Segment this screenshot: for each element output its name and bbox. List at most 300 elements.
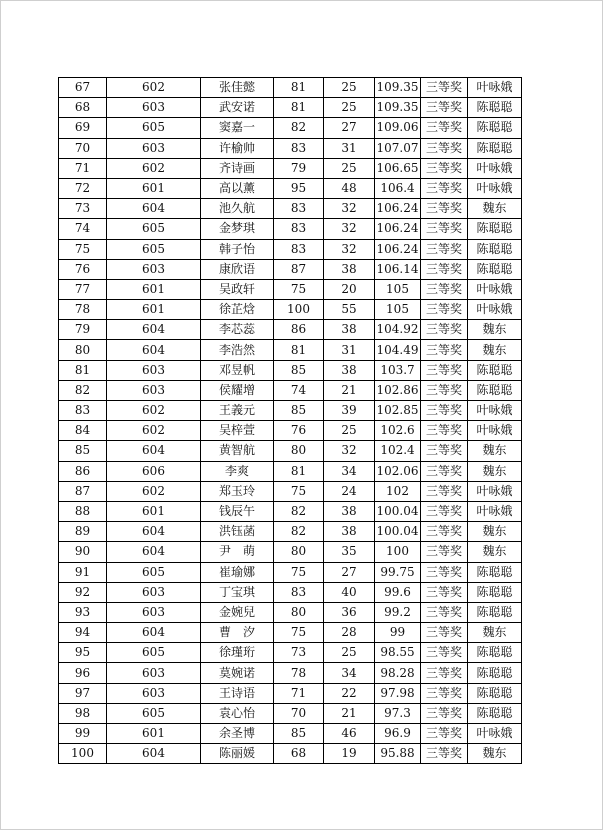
- rank-cell: 82: [59, 380, 107, 400]
- name-cell: 丁宝琪: [201, 582, 274, 602]
- award-cell: 三等奖: [421, 360, 468, 380]
- award-cell: 三等奖: [421, 320, 468, 340]
- total-cell: 104.92: [375, 320, 421, 340]
- rank-cell: 81: [59, 360, 107, 380]
- name-cell: 吴政轩: [201, 279, 274, 299]
- class-cell: 605: [107, 219, 201, 239]
- total-cell: 106.24: [375, 239, 421, 259]
- rank-cell: 79: [59, 320, 107, 340]
- award-cell: 三等奖: [421, 703, 468, 723]
- name-cell: 金婉兒: [201, 602, 274, 622]
- rank-cell: 87: [59, 481, 107, 501]
- award-cell: 三等奖: [421, 78, 468, 98]
- score-b-cell: 39: [324, 401, 375, 421]
- total-cell: 97.3: [375, 703, 421, 723]
- total-cell: 106.24: [375, 199, 421, 219]
- table-row: [59, 401, 522, 421]
- class-cell: 604: [107, 623, 201, 643]
- score-b-cell: 31: [324, 138, 375, 158]
- score-b-cell: 36: [324, 602, 375, 622]
- teacher-cell: 陈聪聪: [468, 562, 522, 582]
- teacher-cell: 陈聪聪: [468, 663, 522, 683]
- score-a-cell: 82: [274, 501, 324, 521]
- name-cell: 余圣博: [201, 724, 274, 744]
- score-b-cell: 25: [324, 421, 375, 441]
- score-a-cell: 75: [274, 279, 324, 299]
- award-cell: 三等奖: [421, 199, 468, 219]
- teacher-cell: 陈聪聪: [468, 582, 522, 602]
- score-b-cell: 32: [324, 239, 375, 259]
- score-b-cell: 25: [324, 78, 375, 98]
- class-cell: 604: [107, 542, 201, 562]
- teacher-cell: 陈聪聪: [468, 259, 522, 279]
- score-b-cell: 38: [324, 501, 375, 521]
- rank-cell: 75: [59, 239, 107, 259]
- rank-cell: 100: [59, 744, 107, 764]
- class-cell: 604: [107, 320, 201, 340]
- class-cell: 603: [107, 380, 201, 400]
- table-row: [59, 683, 522, 703]
- total-cell: 100.04: [375, 522, 421, 542]
- class-cell: 604: [107, 522, 201, 542]
- table-row: [59, 239, 522, 259]
- score-b-cell: 35: [324, 542, 375, 562]
- score-b-cell: 25: [324, 98, 375, 118]
- name-cell: 李爽: [201, 461, 274, 481]
- score-b-cell: 22: [324, 683, 375, 703]
- score-b-cell: 32: [324, 219, 375, 239]
- name-cell: 许榆帅: [201, 138, 274, 158]
- total-cell: 106.4: [375, 178, 421, 198]
- name-cell: 袁心怡: [201, 703, 274, 723]
- rank-cell: 94: [59, 623, 107, 643]
- name-cell: 李芯蕊: [201, 320, 274, 340]
- name-cell: 康欣语: [201, 259, 274, 279]
- teacher-cell: 叶咏娥: [468, 178, 522, 198]
- table-row: [59, 279, 522, 299]
- name-cell: 黄智航: [201, 441, 274, 461]
- score-a-cell: 80: [274, 542, 324, 562]
- award-cell: 三等奖: [421, 178, 468, 198]
- rank-cell: 71: [59, 158, 107, 178]
- award-cell: 三等奖: [421, 401, 468, 421]
- score-a-cell: 74: [274, 380, 324, 400]
- score-a-cell: 81: [274, 98, 324, 118]
- class-cell: 604: [107, 441, 201, 461]
- teacher-cell: 魏东: [468, 340, 522, 360]
- class-cell: 602: [107, 481, 201, 501]
- award-cell: 三等奖: [421, 623, 468, 643]
- rank-cell: 72: [59, 178, 107, 198]
- total-cell: 102.06: [375, 461, 421, 481]
- score-a-cell: 81: [274, 340, 324, 360]
- rank-cell: 78: [59, 300, 107, 320]
- score-a-cell: 95: [274, 178, 324, 198]
- class-cell: 603: [107, 683, 201, 703]
- teacher-cell: 魏东: [468, 199, 522, 219]
- name-cell: 洪钰菡: [201, 522, 274, 542]
- award-cell: 三等奖: [421, 98, 468, 118]
- teacher-cell: 魏东: [468, 441, 522, 461]
- rank-cell: 68: [59, 98, 107, 118]
- name-cell: 曹 汐: [201, 623, 274, 643]
- table-row: [59, 259, 522, 279]
- rank-cell: 69: [59, 118, 107, 138]
- total-cell: 100.04: [375, 501, 421, 521]
- teacher-cell: 魏东: [468, 542, 522, 562]
- rank-cell: 77: [59, 279, 107, 299]
- total-cell: 100: [375, 542, 421, 562]
- teacher-cell: 陈聪聪: [468, 380, 522, 400]
- total-cell: 109.35: [375, 98, 421, 118]
- rank-cell: 88: [59, 501, 107, 521]
- name-cell: 莫婉诺: [201, 663, 274, 683]
- table-row: [59, 441, 522, 461]
- teacher-cell: 叶咏娥: [468, 724, 522, 744]
- score-b-cell: 21: [324, 380, 375, 400]
- table-row: [59, 300, 522, 320]
- table-row: [59, 421, 522, 441]
- score-b-cell: 27: [324, 118, 375, 138]
- class-cell: 605: [107, 643, 201, 663]
- score-a-cell: 82: [274, 118, 324, 138]
- table-row: [59, 178, 522, 198]
- name-cell: 高以薰: [201, 178, 274, 198]
- total-cell: 102.6: [375, 421, 421, 441]
- rank-cell: 95: [59, 643, 107, 663]
- award-cell: 三等奖: [421, 562, 468, 582]
- name-cell: 韩子怡: [201, 239, 274, 259]
- name-cell: 郑玉玲: [201, 481, 274, 501]
- teacher-cell: 魏东: [468, 623, 522, 643]
- name-cell: 窦嘉一: [201, 118, 274, 138]
- award-cell: 三等奖: [421, 522, 468, 542]
- class-cell: 604: [107, 340, 201, 360]
- class-cell: 605: [107, 239, 201, 259]
- class-cell: 604: [107, 199, 201, 219]
- score-b-cell: 19: [324, 744, 375, 764]
- teacher-cell: 叶咏娥: [468, 300, 522, 320]
- table-row: [59, 461, 522, 481]
- score-b-cell: 40: [324, 582, 375, 602]
- score-b-cell: 25: [324, 643, 375, 663]
- table-row: [59, 98, 522, 118]
- score-b-cell: 21: [324, 703, 375, 723]
- class-cell: 601: [107, 178, 201, 198]
- score-b-cell: 38: [324, 522, 375, 542]
- total-cell: 97.98: [375, 683, 421, 703]
- award-cell: 三等奖: [421, 542, 468, 562]
- teacher-cell: 叶咏娥: [468, 421, 522, 441]
- teacher-cell: 陈聪聪: [468, 138, 522, 158]
- rank-cell: 92: [59, 582, 107, 602]
- score-b-cell: 38: [324, 360, 375, 380]
- class-cell: 603: [107, 98, 201, 118]
- rank-cell: 93: [59, 602, 107, 622]
- table-row: [59, 562, 522, 582]
- teacher-cell: 叶咏娥: [468, 501, 522, 521]
- table-row: [59, 623, 522, 643]
- rank-cell: 90: [59, 542, 107, 562]
- table-row: [59, 542, 522, 562]
- class-cell: 602: [107, 78, 201, 98]
- score-a-cell: 81: [274, 78, 324, 98]
- teacher-cell: 陈聪聪: [468, 239, 522, 259]
- total-cell: 106.14: [375, 259, 421, 279]
- teacher-cell: 陈聪聪: [468, 118, 522, 138]
- score-a-cell: 80: [274, 602, 324, 622]
- table-row: [59, 744, 522, 764]
- total-cell: 106.24: [375, 219, 421, 239]
- class-cell: 606: [107, 461, 201, 481]
- total-cell: 99: [375, 623, 421, 643]
- name-cell: 王義元: [201, 401, 274, 421]
- score-b-cell: 38: [324, 320, 375, 340]
- class-cell: 601: [107, 724, 201, 744]
- table-row: [59, 118, 522, 138]
- award-cell: 三等奖: [421, 582, 468, 602]
- teacher-cell: 陈聪聪: [468, 602, 522, 622]
- name-cell: 金梦琪: [201, 219, 274, 239]
- class-cell: 603: [107, 602, 201, 622]
- rank-cell: 97: [59, 683, 107, 703]
- award-cell: 三等奖: [421, 219, 468, 239]
- award-cell: 三等奖: [421, 481, 468, 501]
- table-row: [59, 481, 522, 501]
- score-a-cell: 83: [274, 239, 324, 259]
- class-cell: 601: [107, 279, 201, 299]
- award-cell: 三等奖: [421, 118, 468, 138]
- award-cell: 三等奖: [421, 158, 468, 178]
- name-cell: 崔瑜娜: [201, 562, 274, 582]
- table-row: [59, 602, 522, 622]
- score-a-cell: 85: [274, 360, 324, 380]
- rank-cell: 83: [59, 401, 107, 421]
- total-cell: 109.06: [375, 118, 421, 138]
- class-cell: 602: [107, 401, 201, 421]
- score-b-cell: 38: [324, 259, 375, 279]
- score-b-cell: 25: [324, 158, 375, 178]
- name-cell: 徐芷焓: [201, 300, 274, 320]
- class-cell: 602: [107, 158, 201, 178]
- award-cell: 三等奖: [421, 380, 468, 400]
- table-row: [59, 158, 522, 178]
- score-a-cell: 71: [274, 683, 324, 703]
- award-cell: 三等奖: [421, 501, 468, 521]
- score-a-cell: 79: [274, 158, 324, 178]
- score-a-cell: 73: [274, 643, 324, 663]
- table-row: [59, 703, 522, 723]
- award-cell: 三等奖: [421, 461, 468, 481]
- score-a-cell: 85: [274, 724, 324, 744]
- score-a-cell: 82: [274, 522, 324, 542]
- total-cell: 102.85: [375, 401, 421, 421]
- table-row: [59, 340, 522, 360]
- award-cell: 三等奖: [421, 138, 468, 158]
- score-a-cell: 83: [274, 582, 324, 602]
- total-cell: 96.9: [375, 724, 421, 744]
- award-cell: 三等奖: [421, 602, 468, 622]
- teacher-cell: 陈聪聪: [468, 360, 522, 380]
- rank-cell: 84: [59, 421, 107, 441]
- rank-cell: 80: [59, 340, 107, 360]
- total-cell: 106.65: [375, 158, 421, 178]
- score-b-cell: 32: [324, 199, 375, 219]
- class-cell: 603: [107, 663, 201, 683]
- class-cell: 601: [107, 300, 201, 320]
- total-cell: 102.4: [375, 441, 421, 461]
- award-cell: 三等奖: [421, 683, 468, 703]
- teacher-cell: 陈聪聪: [468, 98, 522, 118]
- total-cell: 105: [375, 279, 421, 299]
- class-cell: 602: [107, 421, 201, 441]
- score-b-cell: 28: [324, 623, 375, 643]
- score-a-cell: 68: [274, 744, 324, 764]
- table-row: [59, 522, 522, 542]
- table-row: [59, 663, 522, 683]
- score-b-cell: 32: [324, 441, 375, 461]
- table-row: [59, 138, 522, 158]
- name-cell: 邓昱帆: [201, 360, 274, 380]
- teacher-cell: 叶咏娥: [468, 78, 522, 98]
- teacher-cell: 魏东: [468, 744, 522, 764]
- teacher-cell: 叶咏娥: [468, 401, 522, 421]
- score-b-cell: 46: [324, 724, 375, 744]
- class-cell: 605: [107, 703, 201, 723]
- score-a-cell: 100: [274, 300, 324, 320]
- table-row: [59, 219, 522, 239]
- score-b-cell: 20: [324, 279, 375, 299]
- table-body: [59, 78, 522, 764]
- class-cell: 601: [107, 501, 201, 521]
- teacher-cell: 魏东: [468, 522, 522, 542]
- name-cell: 钱辰午: [201, 501, 274, 521]
- score-a-cell: 75: [274, 481, 324, 501]
- total-cell: 102: [375, 481, 421, 501]
- award-cell: 三等奖: [421, 441, 468, 461]
- score-b-cell: 48: [324, 178, 375, 198]
- teacher-cell: 陈聪聪: [468, 219, 522, 239]
- class-cell: 603: [107, 138, 201, 158]
- score-a-cell: 70: [274, 703, 324, 723]
- teacher-cell: 叶咏娥: [468, 481, 522, 501]
- total-cell: 102.86: [375, 380, 421, 400]
- table-row: [59, 199, 522, 219]
- name-cell: 武安诺: [201, 98, 274, 118]
- table-row: [59, 360, 522, 380]
- name-cell: 陈丽媛: [201, 744, 274, 764]
- rank-cell: 96: [59, 663, 107, 683]
- award-cell: 三等奖: [421, 259, 468, 279]
- score-b-cell: 34: [324, 461, 375, 481]
- teacher-cell: 陈聪聪: [468, 683, 522, 703]
- score-b-cell: 27: [324, 562, 375, 582]
- rank-cell: 85: [59, 441, 107, 461]
- score-a-cell: 75: [274, 562, 324, 582]
- rank-cell: 86: [59, 461, 107, 481]
- table-row: [59, 501, 522, 521]
- award-cell: 三等奖: [421, 340, 468, 360]
- total-cell: 99.2: [375, 602, 421, 622]
- score-table: [58, 77, 522, 764]
- teacher-cell: 叶咏娥: [468, 279, 522, 299]
- rank-cell: 99: [59, 724, 107, 744]
- score-a-cell: 75: [274, 623, 324, 643]
- award-cell: 三等奖: [421, 643, 468, 663]
- total-cell: 99.75: [375, 562, 421, 582]
- name-cell: 李浩然: [201, 340, 274, 360]
- name-cell: 吴梓萱: [201, 421, 274, 441]
- table-row: [59, 724, 522, 744]
- rank-cell: 67: [59, 78, 107, 98]
- score-a-cell: 83: [274, 219, 324, 239]
- rank-cell: 73: [59, 199, 107, 219]
- class-cell: 603: [107, 259, 201, 279]
- total-cell: 99.6: [375, 582, 421, 602]
- table-row: [59, 582, 522, 602]
- class-cell: 603: [107, 582, 201, 602]
- total-cell: 107.07: [375, 138, 421, 158]
- table-row: [59, 320, 522, 340]
- total-cell: 109.35: [375, 78, 421, 98]
- score-a-cell: 76: [274, 421, 324, 441]
- rank-cell: 98: [59, 703, 107, 723]
- award-cell: 三等奖: [421, 744, 468, 764]
- teacher-cell: 魏东: [468, 461, 522, 481]
- score-a-cell: 78: [274, 663, 324, 683]
- total-cell: 98.55: [375, 643, 421, 663]
- award-cell: 三等奖: [421, 724, 468, 744]
- class-cell: 603: [107, 360, 201, 380]
- score-a-cell: 80: [274, 441, 324, 461]
- teacher-cell: 叶咏娥: [468, 158, 522, 178]
- class-cell: 605: [107, 118, 201, 138]
- name-cell: 池久航: [201, 199, 274, 219]
- score-a-cell: 83: [274, 138, 324, 158]
- name-cell: 侯耀增: [201, 380, 274, 400]
- score-b-cell: 55: [324, 300, 375, 320]
- name-cell: 齐诗画: [201, 158, 274, 178]
- name-cell: 张佳懿: [201, 78, 274, 98]
- score-b-cell: 24: [324, 481, 375, 501]
- score-b-cell: 31: [324, 340, 375, 360]
- name-cell: 王诗语: [201, 683, 274, 703]
- total-cell: 98.28: [375, 663, 421, 683]
- class-cell: 605: [107, 562, 201, 582]
- name-cell: 徐瑾珩: [201, 643, 274, 663]
- teacher-cell: 陈聪聪: [468, 643, 522, 663]
- rank-cell: 91: [59, 562, 107, 582]
- table-row: [59, 643, 522, 663]
- total-cell: 95.88: [375, 744, 421, 764]
- rank-cell: 70: [59, 138, 107, 158]
- score-a-cell: 87: [274, 259, 324, 279]
- class-cell: 604: [107, 744, 201, 764]
- score-a-cell: 85: [274, 401, 324, 421]
- score-b-cell: 34: [324, 663, 375, 683]
- teacher-cell: 魏东: [468, 320, 522, 340]
- table-row: [59, 380, 522, 400]
- name-cell: 尹 萌: [201, 542, 274, 562]
- award-cell: 三等奖: [421, 663, 468, 683]
- total-cell: 105: [375, 300, 421, 320]
- rank-cell: 89: [59, 522, 107, 542]
- award-cell: 三等奖: [421, 239, 468, 259]
- rank-cell: 74: [59, 219, 107, 239]
- rank-cell: 76: [59, 259, 107, 279]
- total-cell: 103.7: [375, 360, 421, 380]
- score-a-cell: 83: [274, 199, 324, 219]
